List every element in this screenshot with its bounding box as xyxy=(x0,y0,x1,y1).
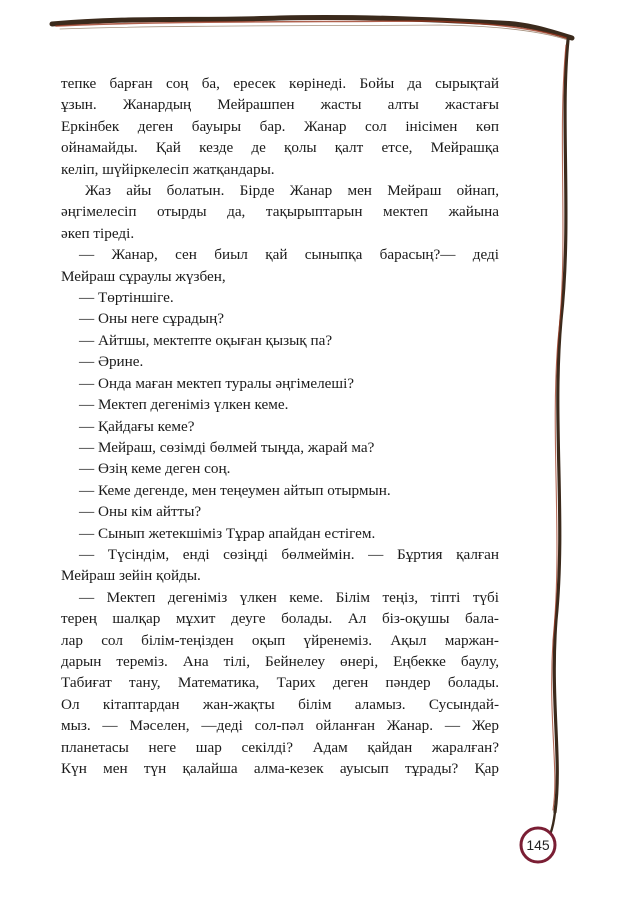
text-line: терең шалқар мұхит деуге болады. Ал біз-оқушы бала- xyxy=(61,610,499,628)
dialogue-line: — Сынып жетекшіміз Тұрар апайдан естігем. xyxy=(79,524,376,542)
text-line: тепке барған соң ба, ересек көрінеді. Бойы да сырықтай xyxy=(61,75,499,92)
dialogue-line: — Жанар, сен биыл қай сыныпқа барасың?— деді xyxy=(79,246,499,264)
dialogue-line: — Оны неге сұрадың? xyxy=(79,310,224,328)
dialogue-line: — Қайдағы кеме? xyxy=(79,417,195,435)
page-text xyxy=(61,73,499,779)
text-line: Еркінбек деген бауыры бар. Жанар сол інісімен көп xyxy=(61,117,499,135)
text-line: Күн мен түн қалайша алма-кезек ауысып тұрады? Қар xyxy=(61,760,499,777)
text-line: Жаз айы болатын. Бірде Жанар мен Мейраш ойнап, xyxy=(85,182,499,200)
dialogue-line: — Төртіншіге. xyxy=(79,289,174,307)
text-line: ойнамайды. Қай кезде де қолы қалт етсе, Мейрашқа xyxy=(61,139,499,157)
dialogue-line: — Мектеп дегеніміз үлкен кеме. xyxy=(79,396,289,414)
dialogue-line: — Әрине. xyxy=(79,353,144,371)
dialogue-line: — Оны кім айтты? xyxy=(79,503,202,521)
text-line: ұзын. Жанардың Мейрашпен жасты алты жастағы xyxy=(61,96,499,114)
text-line: Мейраш сұраулы жүзбен, xyxy=(61,267,226,285)
dialogue-line: — Кеме дегенде, мен теңеумен айтып отырмын. xyxy=(79,481,391,499)
dialogue-line: — Түсіндім, енді сөзіңді бөлмеймін. — Бұртия қалған xyxy=(79,545,499,563)
dialogue-line: — Мектеп дегеніміз үлкен кеме. Білім теңіз, тіпті түбі xyxy=(79,588,499,606)
text-line: планетасы неге шар секілді? Адам қайдан жаралған? xyxy=(61,738,499,756)
right-border-stroke xyxy=(554,40,568,812)
page-number: 145 xyxy=(526,837,550,853)
top-border-shadow xyxy=(60,25,568,40)
text-line: әкеп тіреді. xyxy=(61,224,135,242)
dialogue-line: — Мейраш, сөзімді бөлмей тыңда, жарай ма? xyxy=(79,438,375,456)
text-line: келіп, шүйіркелесіп жатқандары. xyxy=(61,160,275,178)
text-line: мыз. — Мәселен, —деді сол-пәл ойланған Жанар. — Жер xyxy=(61,717,499,735)
text-line: лар сол білім-теңізден оқып үйренеміз. Ақыл маржан- xyxy=(61,631,499,649)
text-line: Табиғат тану, Математика, Тарих деген пәндер болады. xyxy=(61,674,499,692)
dialogue-line: — Онда маған мектеп туралы әңгімелеші? xyxy=(79,374,355,392)
dialogue-line: — Өзің кеме деген соң. xyxy=(79,460,231,478)
text-line: Мейраш зейін қойды. xyxy=(61,567,201,585)
text-line: Ол кітаптардан жан-жақты білім аламыз. Сусындай- xyxy=(61,695,499,713)
dialogue-line: — Айтшы, мектепте оқыған қызық па? xyxy=(79,331,333,349)
text-line: дарын тереміз. Ана тілі, Бейнелеу өнері, Еңбекке баулу, xyxy=(61,652,499,670)
text-line: әңгімелесіп отырды да, тақырыптарын мектеп жайына xyxy=(61,203,499,221)
